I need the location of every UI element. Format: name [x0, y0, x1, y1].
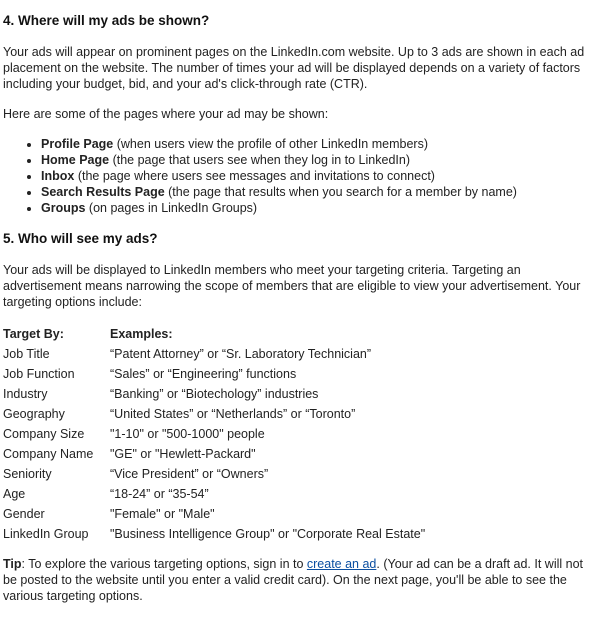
- list-item: [41, 168, 597, 184]
- section-5-heading: 5. Who will see my ads?: [3, 231, 158, 246]
- table-row: [3, 524, 425, 544]
- section-5-intro: Your ads will be displayed to LinkedIn members who meet your targeting criteria. Targeting an advertisement means narrowing the scope of members that are eligible to view your advertisement. Your targeting options include:: [3, 263, 581, 309]
- page-name: Inbox: [41, 169, 75, 183]
- ad-pages-list: [3, 136, 597, 216]
- column-header-examples: Examples:: [110, 327, 173, 341]
- tip-label: Tip: [3, 557, 22, 571]
- table-header-row: [3, 324, 425, 344]
- example-cell: “Vice President” or “Owners”: [110, 467, 269, 481]
- section-4-pages-intro: Here are some of the pages where your ad may be shown:: [3, 107, 329, 121]
- example-cell: “United States” or “Netherlands” or “Toronto”: [110, 407, 356, 421]
- table-row: [3, 404, 425, 424]
- target-cell: Age: [3, 487, 26, 501]
- page-desc: (the page where users see messages and invitations to connect): [74, 169, 435, 183]
- page-desc: (on pages in LinkedIn Groups): [85, 201, 258, 215]
- tip-text-after: . (Your ad can be a draft ad. It will not be posted to the website until you enter a valid credit card). On the next page, you'll be able to see the various targeting options.: [3, 557, 583, 603]
- page-name: Profile Page: [41, 137, 114, 151]
- table-row: [3, 344, 425, 364]
- example-cell: "Business Intelligence Group" or "Corporate Real Estate": [110, 527, 426, 541]
- example-cell: “Banking” or “Biotechology” industries: [110, 387, 319, 401]
- table-row: [3, 364, 425, 384]
- page-desc: (when users view the profile of other LinkedIn members): [113, 137, 428, 151]
- table-row: [3, 444, 425, 464]
- targeting-options-table: [3, 324, 425, 544]
- page-name: Home Page: [41, 153, 110, 167]
- section-4-heading: 4. Where will my ads be shown?: [3, 13, 210, 28]
- page-name: Search Results Page: [41, 185, 165, 199]
- target-cell: Geography: [3, 407, 65, 421]
- page-desc: (the page that users see when they log in to LinkedIn): [109, 153, 410, 167]
- table-row: [3, 484, 425, 504]
- tip-text-before: : To explore the various targeting options, sign in to: [21, 557, 307, 571]
- target-cell: LinkedIn Group: [3, 527, 89, 541]
- page-name: Groups: [41, 201, 86, 215]
- list-item: [41, 152, 597, 168]
- table-row: [3, 384, 425, 404]
- target-cell: Job Function: [3, 367, 75, 381]
- list-item: [41, 200, 597, 216]
- target-cell: Industry: [3, 387, 48, 401]
- list-item: [41, 136, 597, 152]
- example-cell: "GE" or "Hewlett-Packard": [110, 447, 256, 461]
- page-desc: (the page that results when you search for a member by name): [164, 185, 517, 199]
- target-cell: Company Size: [3, 427, 85, 441]
- example-cell: "1-10" or "500-1000" people: [110, 427, 265, 441]
- table-row: [3, 504, 425, 524]
- example-cell: “Patent Attorney” or “Sr. Laboratory Technician”: [110, 347, 372, 361]
- target-cell: Seniority: [3, 467, 52, 481]
- list-item: [41, 184, 597, 200]
- section-4-intro: Your ads will appear on prominent pages on the LinkedIn.com website. Up to 3 ads are shown in each ad placement on the website. The number of times your ad will be displayed depends on a variety of factors including your budget, bid, and your ad's click-through rate (CTR).: [3, 45, 585, 91]
- table-row: [3, 464, 425, 484]
- tip-paragraph: [3, 556, 597, 604]
- example-cell: “Sales” or “Engineering” functions: [110, 367, 297, 381]
- create-ad-link[interactable]: create an ad: [306, 557, 377, 571]
- target-cell: Company Name: [3, 447, 94, 461]
- target-cell: Job Title: [3, 347, 50, 361]
- example-cell: "Female" or "Male": [110, 507, 215, 521]
- table-row: [3, 424, 425, 444]
- column-header-target-by: Target By:: [3, 327, 64, 341]
- target-cell: Gender: [3, 507, 45, 521]
- example-cell: “18-24” or “35-54”: [110, 487, 209, 501]
